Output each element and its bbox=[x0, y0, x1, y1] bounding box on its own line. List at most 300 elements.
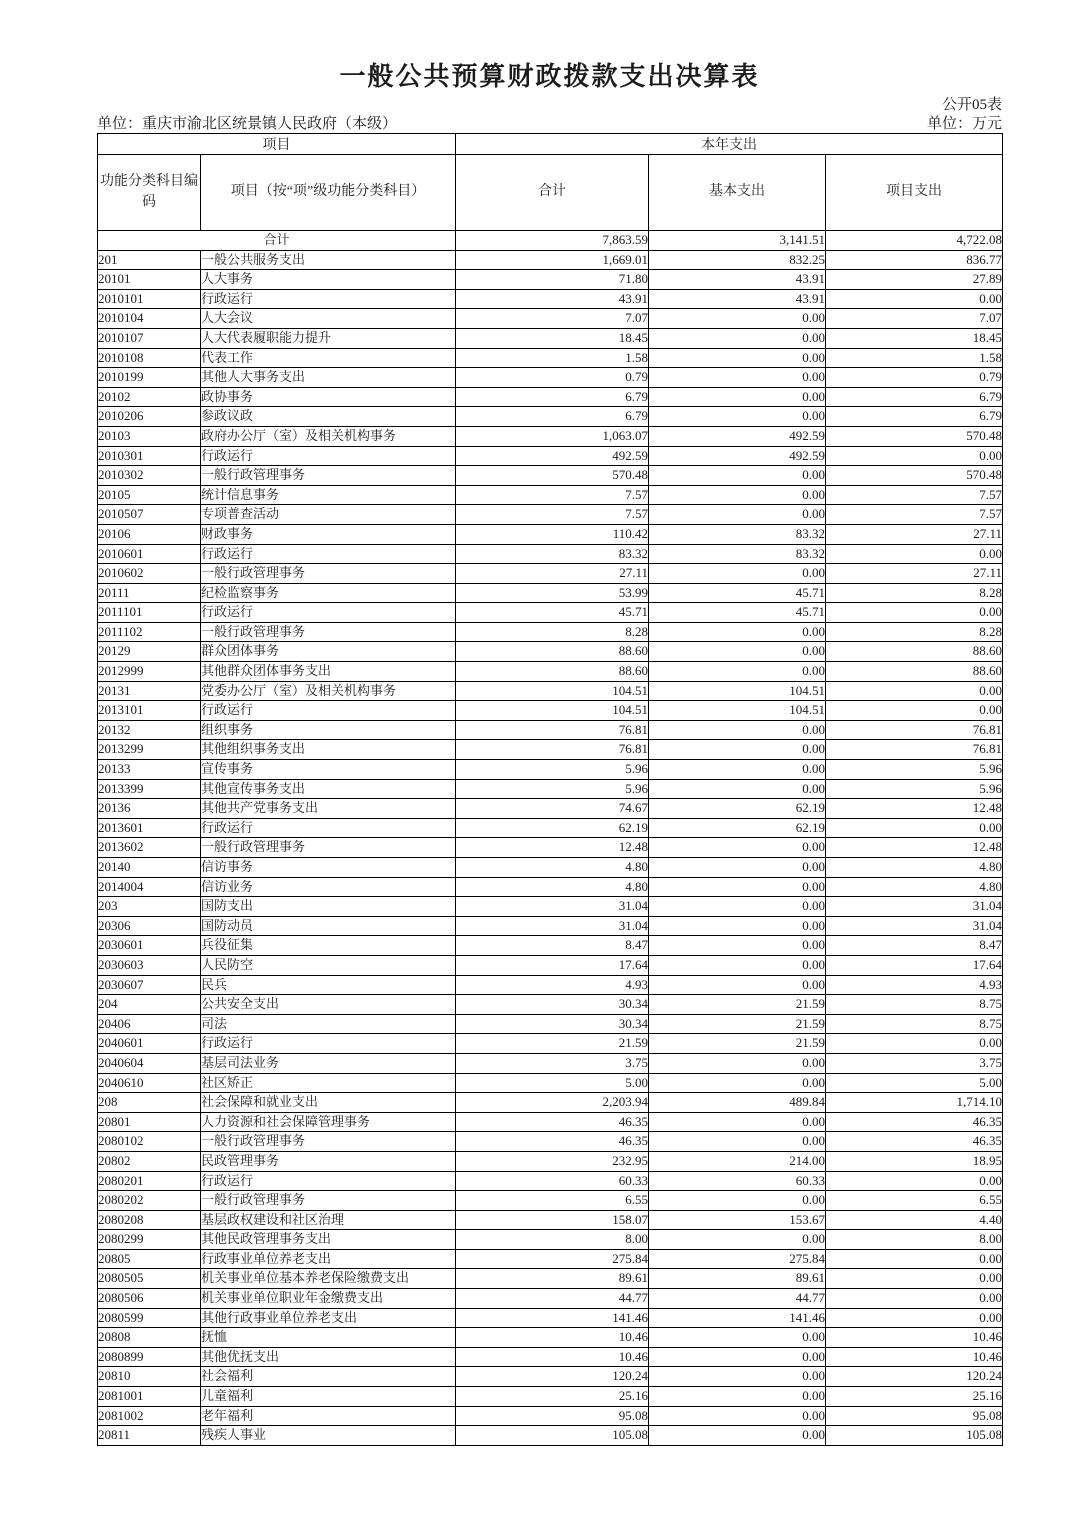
cell-basic: 0.00 bbox=[649, 1191, 826, 1211]
cell-basic: 0.00 bbox=[649, 564, 826, 584]
cell-project: 4.40 bbox=[826, 1210, 1003, 1230]
cell-basic: 0.00 bbox=[649, 1387, 826, 1407]
total-row-label: 合计 bbox=[98, 231, 456, 251]
cell-basic: 43.91 bbox=[649, 270, 826, 290]
cell-project: 10.46 bbox=[826, 1328, 1003, 1348]
cell-code: 20801 bbox=[98, 1112, 201, 1132]
cell-basic: 0.00 bbox=[649, 1132, 826, 1152]
cell-project: 105.08 bbox=[826, 1426, 1003, 1446]
cell-project: 17.64 bbox=[826, 955, 1003, 975]
cell-total: 30.34 bbox=[456, 995, 649, 1015]
cell-code: 20808 bbox=[98, 1328, 201, 1348]
cell-project: 8.75 bbox=[826, 1014, 1003, 1034]
header-columns-row bbox=[98, 155, 1003, 231]
cell-basic: 0.00 bbox=[649, 779, 826, 799]
cell-total: 158.07 bbox=[456, 1210, 649, 1230]
cell-basic: 0.00 bbox=[649, 955, 826, 975]
cell-basic: 0.00 bbox=[649, 975, 826, 995]
cell-item: 纪检监察事务 bbox=[201, 583, 456, 603]
table-row bbox=[98, 838, 1003, 858]
cell-total: 120.24 bbox=[456, 1367, 649, 1387]
cell-basic: 83.32 bbox=[649, 544, 826, 564]
cell-item: 其他民政管理事务支出 bbox=[201, 1230, 456, 1250]
cell-project: 8.28 bbox=[826, 583, 1003, 603]
cell-total: 4.80 bbox=[456, 877, 649, 897]
cell-item: 信访事务 bbox=[201, 858, 456, 878]
table-row bbox=[98, 1132, 1003, 1152]
table-row bbox=[98, 289, 1003, 309]
cell-total: 104.51 bbox=[456, 701, 649, 721]
cell-code: 20103 bbox=[98, 426, 201, 446]
cell-total: 8.00 bbox=[456, 1230, 649, 1250]
cell-item: 其他人大事务支出 bbox=[201, 368, 456, 388]
cell-project: 120.24 bbox=[826, 1367, 1003, 1387]
cell-project: 18.95 bbox=[826, 1151, 1003, 1171]
cell-item: 国防动员 bbox=[201, 916, 456, 936]
table-row bbox=[98, 544, 1003, 564]
cell-total: 7.57 bbox=[456, 485, 649, 505]
cell-item: 代表工作 bbox=[201, 348, 456, 368]
cell-item: 兵役征集 bbox=[201, 936, 456, 956]
cell-project: 95.08 bbox=[826, 1406, 1003, 1426]
cell-code: 2080599 bbox=[98, 1308, 201, 1328]
cell-code: 204 bbox=[98, 995, 201, 1015]
cell-item: 行政运行 bbox=[201, 446, 456, 466]
table-row bbox=[98, 818, 1003, 838]
cell-project: 25.16 bbox=[826, 1387, 1003, 1407]
cell-total: 74.67 bbox=[456, 799, 649, 819]
cell-project: 88.60 bbox=[826, 642, 1003, 662]
table-row bbox=[98, 250, 1003, 270]
table-row bbox=[98, 505, 1003, 525]
cell-basic: 214.00 bbox=[649, 1151, 826, 1171]
cell-item: 其他组织事务支出 bbox=[201, 740, 456, 760]
cell-total: 0.79 bbox=[456, 368, 649, 388]
cell-code: 20811 bbox=[98, 1426, 201, 1446]
cell-basic: 21.59 bbox=[649, 1034, 826, 1054]
cell-project: 31.04 bbox=[826, 916, 1003, 936]
cell-project: 8.00 bbox=[826, 1230, 1003, 1250]
table-body bbox=[98, 231, 1003, 1446]
cell-code: 2030601 bbox=[98, 936, 201, 956]
cell-code: 2012999 bbox=[98, 662, 201, 682]
cell-total: 62.19 bbox=[456, 818, 649, 838]
cell-total: 10.46 bbox=[456, 1328, 649, 1348]
cell-code: 2040610 bbox=[98, 1073, 201, 1093]
cell-total: 30.34 bbox=[456, 1014, 649, 1034]
cell-project: 88.60 bbox=[826, 662, 1003, 682]
cell-basic: 489.84 bbox=[649, 1093, 826, 1113]
cell-total: 492.59 bbox=[456, 446, 649, 466]
table-row bbox=[98, 1230, 1003, 1250]
table-code-label: 公开05表 bbox=[941, 97, 1002, 113]
cell-item: 一般行政管理事务 bbox=[201, 564, 456, 584]
cell-project: 0.00 bbox=[826, 1269, 1003, 1289]
cell-code: 2081002 bbox=[98, 1406, 201, 1426]
cell-project: 6.55 bbox=[826, 1191, 1003, 1211]
cell-basic: 141.46 bbox=[649, 1308, 826, 1328]
cell-code: 20133 bbox=[98, 760, 201, 780]
cell-item: 公共安全支出 bbox=[201, 995, 456, 1015]
cell-project: 0.00 bbox=[826, 603, 1003, 623]
cell-project: 4.93 bbox=[826, 975, 1003, 995]
cell-code: 20111 bbox=[98, 583, 201, 603]
cell-basic: 21.59 bbox=[649, 995, 826, 1015]
cell-total: 46.35 bbox=[456, 1112, 649, 1132]
cell-basic: 0.00 bbox=[649, 662, 826, 682]
cell-item: 民政管理事务 bbox=[201, 1151, 456, 1171]
cell-basic: 60.33 bbox=[649, 1171, 826, 1191]
table-row bbox=[98, 1347, 1003, 1367]
cell-total: 5.96 bbox=[456, 760, 649, 780]
cell-project: 46.35 bbox=[826, 1132, 1003, 1152]
cell-basic: 0.00 bbox=[649, 916, 826, 936]
cell-basic: 0.00 bbox=[649, 858, 826, 878]
cell-item: 行政运行 bbox=[201, 289, 456, 309]
cell-project: 7.57 bbox=[826, 505, 1003, 525]
table-row bbox=[98, 485, 1003, 505]
cell-basic: 104.51 bbox=[649, 681, 826, 701]
cell-item: 组织事务 bbox=[201, 720, 456, 740]
cell-item: 行政运行 bbox=[201, 818, 456, 838]
cell-total: 31.04 bbox=[456, 916, 649, 936]
cell-basic: 0.00 bbox=[649, 838, 826, 858]
table-row bbox=[98, 799, 1003, 819]
cell-basic: 89.61 bbox=[649, 1269, 826, 1289]
cell-project: 76.81 bbox=[826, 740, 1003, 760]
cell-total: 5.96 bbox=[456, 779, 649, 799]
cell-basic: 0.00 bbox=[649, 1367, 826, 1387]
cell-basic: 0.00 bbox=[649, 877, 826, 897]
cell-item: 政协事务 bbox=[201, 387, 456, 407]
cell-basic: 21.59 bbox=[649, 1014, 826, 1034]
cell-code: 2080299 bbox=[98, 1230, 201, 1250]
cell-item: 人大事务 bbox=[201, 270, 456, 290]
header-col-basic: 基本支出 bbox=[649, 155, 826, 231]
cell-total: 8.47 bbox=[456, 936, 649, 956]
cell-project: 0.00 bbox=[826, 818, 1003, 838]
table-row bbox=[98, 740, 1003, 760]
table-row bbox=[98, 1191, 1003, 1211]
table-row bbox=[98, 466, 1003, 486]
cell-project: 570.48 bbox=[826, 466, 1003, 486]
cell-code: 2010108 bbox=[98, 348, 201, 368]
table-row bbox=[98, 1289, 1003, 1309]
cell-code: 2040601 bbox=[98, 1034, 201, 1054]
cell-basic: 0.00 bbox=[649, 1112, 826, 1132]
cell-code: 201 bbox=[98, 250, 201, 270]
cell-code: 2013601 bbox=[98, 818, 201, 838]
cell-total: 95.08 bbox=[456, 1406, 649, 1426]
cell-basic: 62.19 bbox=[649, 799, 826, 819]
table-row bbox=[98, 1093, 1003, 1113]
cell-project: 0.00 bbox=[826, 544, 1003, 564]
cell-code: 2010101 bbox=[98, 289, 201, 309]
table-row bbox=[98, 955, 1003, 975]
cell-basic: 0.00 bbox=[649, 387, 826, 407]
cell-basic: 0.00 bbox=[649, 505, 826, 525]
cell-basic: 0.00 bbox=[649, 1406, 826, 1426]
cell-code: 2013101 bbox=[98, 701, 201, 721]
cell-total: 83.32 bbox=[456, 544, 649, 564]
cell-item: 一般行政管理事务 bbox=[201, 1132, 456, 1152]
cell-code: 2010206 bbox=[98, 407, 201, 427]
cell-item: 人大代表履职能力提升 bbox=[201, 328, 456, 348]
cell-total: 4.80 bbox=[456, 858, 649, 878]
cell-code: 2080201 bbox=[98, 1171, 201, 1191]
cell-total: 2,203.94 bbox=[456, 1093, 649, 1113]
cell-code: 2010104 bbox=[98, 309, 201, 329]
cell-code: 2011102 bbox=[98, 622, 201, 642]
cell-project: 1,714.10 bbox=[826, 1093, 1003, 1113]
cell-basic: 0.00 bbox=[649, 309, 826, 329]
table-row bbox=[98, 1053, 1003, 1073]
cell-item: 人民防空 bbox=[201, 955, 456, 975]
cell-code: 208 bbox=[98, 1093, 201, 1113]
table-row bbox=[98, 1112, 1003, 1132]
cell-code: 2080506 bbox=[98, 1289, 201, 1309]
cell-code: 20136 bbox=[98, 799, 201, 819]
cell-item: 行政事业单位养老支出 bbox=[201, 1249, 456, 1269]
cell-basic: 492.59 bbox=[649, 446, 826, 466]
cell-code: 20102 bbox=[98, 387, 201, 407]
cell-item: 参政议政 bbox=[201, 407, 456, 427]
cell-code: 20101 bbox=[98, 270, 201, 290]
table-row bbox=[98, 1034, 1003, 1054]
table-row bbox=[98, 975, 1003, 995]
cell-basic: 0.00 bbox=[649, 485, 826, 505]
table-row bbox=[98, 897, 1003, 917]
cell-project: 8.28 bbox=[826, 622, 1003, 642]
cell-item: 国防支出 bbox=[201, 897, 456, 917]
cell-item: 社区矫正 bbox=[201, 1073, 456, 1093]
cell-item: 其他优抚支出 bbox=[201, 1347, 456, 1367]
cell-code: 2040604 bbox=[98, 1053, 201, 1073]
total-row-basic: 3,141.51 bbox=[649, 231, 826, 251]
table-row bbox=[98, 1367, 1003, 1387]
cell-code: 2010507 bbox=[98, 505, 201, 525]
cell-project: 7.07 bbox=[826, 309, 1003, 329]
table-row bbox=[98, 995, 1003, 1015]
total-row bbox=[98, 231, 1003, 251]
cell-code: 2010601 bbox=[98, 544, 201, 564]
table-row bbox=[98, 1210, 1003, 1230]
cell-total: 45.71 bbox=[456, 603, 649, 623]
table-row bbox=[98, 1328, 1003, 1348]
table-row bbox=[98, 1308, 1003, 1328]
cell-code: 2030603 bbox=[98, 955, 201, 975]
table-row bbox=[98, 642, 1003, 662]
cell-item: 基层政权建设和社区治理 bbox=[201, 1210, 456, 1230]
cell-project: 0.00 bbox=[826, 1171, 1003, 1191]
table-row bbox=[98, 1426, 1003, 1446]
cell-code: 2010107 bbox=[98, 328, 201, 348]
cell-code: 20140 bbox=[98, 858, 201, 878]
table-row bbox=[98, 1269, 1003, 1289]
table-row bbox=[98, 720, 1003, 740]
cell-total: 8.28 bbox=[456, 622, 649, 642]
table-row bbox=[98, 936, 1003, 956]
cell-project: 0.00 bbox=[826, 1249, 1003, 1269]
header-col-code: 功能分类科目编码 bbox=[98, 155, 201, 231]
cell-basic: 104.51 bbox=[649, 701, 826, 721]
cell-code: 2080208 bbox=[98, 1210, 201, 1230]
header-col-item: 项目（按“项”级功能分类科目） bbox=[201, 155, 456, 231]
cell-project: 570.48 bbox=[826, 426, 1003, 446]
cell-total: 1.58 bbox=[456, 348, 649, 368]
table-row bbox=[98, 603, 1003, 623]
cell-basic: 0.00 bbox=[649, 348, 826, 368]
cell-item: 一般行政管理事务 bbox=[201, 838, 456, 858]
cell-project: 5.96 bbox=[826, 760, 1003, 780]
cell-item: 其他群众团体事务支出 bbox=[201, 662, 456, 682]
table-row bbox=[98, 877, 1003, 897]
cell-item: 社会保障和就业支出 bbox=[201, 1093, 456, 1113]
cell-total: 570.48 bbox=[456, 466, 649, 486]
cell-basic: 43.91 bbox=[649, 289, 826, 309]
cell-total: 3.75 bbox=[456, 1053, 649, 1073]
cell-basic: 275.84 bbox=[649, 1249, 826, 1269]
cell-project: 0.00 bbox=[826, 1308, 1003, 1328]
cell-code: 20132 bbox=[98, 720, 201, 740]
cell-basic: 45.71 bbox=[649, 583, 826, 603]
cell-total: 12.48 bbox=[456, 838, 649, 858]
cell-project: 6.79 bbox=[826, 387, 1003, 407]
cell-basic: 0.00 bbox=[649, 897, 826, 917]
table-row bbox=[98, 1014, 1003, 1034]
cell-code: 2010301 bbox=[98, 446, 201, 466]
cell-code: 2010199 bbox=[98, 368, 201, 388]
cell-project: 7.57 bbox=[826, 485, 1003, 505]
cell-total: 43.91 bbox=[456, 289, 649, 309]
cell-item: 机关事业单位基本养老保险缴费支出 bbox=[201, 1269, 456, 1289]
cell-project: 12.48 bbox=[826, 838, 1003, 858]
cell-total: 18.45 bbox=[456, 328, 649, 348]
table-row bbox=[98, 1171, 1003, 1191]
cell-total: 1,669.01 bbox=[456, 250, 649, 270]
cell-code: 20805 bbox=[98, 1249, 201, 1269]
cell-project: 8.75 bbox=[826, 995, 1003, 1015]
cell-basic: 44.77 bbox=[649, 1289, 826, 1309]
cell-basic: 83.32 bbox=[649, 524, 826, 544]
cell-item: 社会福利 bbox=[201, 1367, 456, 1387]
cell-item: 儿童福利 bbox=[201, 1387, 456, 1407]
table-row bbox=[98, 681, 1003, 701]
cell-total: 88.60 bbox=[456, 642, 649, 662]
table-row bbox=[98, 348, 1003, 368]
table-row bbox=[98, 583, 1003, 603]
header-col-project: 项目支出 bbox=[826, 155, 1003, 231]
cell-item: 统计信息事务 bbox=[201, 485, 456, 505]
table-row bbox=[98, 701, 1003, 721]
total-row-project: 4,722.08 bbox=[826, 231, 1003, 251]
cell-item: 信访业务 bbox=[201, 877, 456, 897]
cell-item: 司法 bbox=[201, 1014, 456, 1034]
table-row bbox=[98, 916, 1003, 936]
table-row bbox=[98, 270, 1003, 290]
cell-total: 17.64 bbox=[456, 955, 649, 975]
cell-item: 机关事业单位职业年金缴费支出 bbox=[201, 1289, 456, 1309]
cell-item: 一般行政管理事务 bbox=[201, 622, 456, 642]
cell-total: 88.60 bbox=[456, 662, 649, 682]
cell-total: 44.77 bbox=[456, 1289, 649, 1309]
cell-item: 党委办公厅（室）及相关机构事务 bbox=[201, 681, 456, 701]
cell-total: 7.57 bbox=[456, 505, 649, 525]
cell-project: 3.75 bbox=[826, 1053, 1003, 1073]
cell-basic: 0.00 bbox=[649, 1073, 826, 1093]
cell-total: 141.46 bbox=[456, 1308, 649, 1328]
cell-basic: 0.00 bbox=[649, 642, 826, 662]
unit-left-label: 单位：重庆市渝北区统景镇人民政府（本级） bbox=[97, 116, 398, 132]
cell-code: 2080202 bbox=[98, 1191, 201, 1211]
cell-total: 104.51 bbox=[456, 681, 649, 701]
cell-code: 20810 bbox=[98, 1367, 201, 1387]
cell-basic: 832.25 bbox=[649, 250, 826, 270]
total-row-total: 7,863.59 bbox=[456, 231, 649, 251]
cell-code: 20406 bbox=[98, 1014, 201, 1034]
cell-total: 89.61 bbox=[456, 1269, 649, 1289]
unit-line bbox=[97, 111, 1002, 133]
table-row bbox=[98, 564, 1003, 584]
cell-item: 行政运行 bbox=[201, 1171, 456, 1191]
cell-code: 2010302 bbox=[98, 466, 201, 486]
cell-code: 203 bbox=[98, 897, 201, 917]
cell-item: 行政运行 bbox=[201, 1034, 456, 1054]
cell-basic: 0.00 bbox=[649, 936, 826, 956]
table-row bbox=[98, 779, 1003, 799]
cell-basic: 492.59 bbox=[649, 426, 826, 446]
cell-code: 2080102 bbox=[98, 1132, 201, 1152]
cell-basic: 0.00 bbox=[649, 1053, 826, 1073]
table-row bbox=[98, 328, 1003, 348]
table-row bbox=[98, 1151, 1003, 1171]
expenditure-table bbox=[97, 133, 1003, 1446]
page-title: 一般公共预算财政拨款支出决算表 bbox=[339, 62, 760, 91]
header-col-total: 合计 bbox=[456, 155, 649, 231]
cell-item: 一般行政管理事务 bbox=[201, 466, 456, 486]
cell-project: 4.80 bbox=[826, 877, 1003, 897]
cell-total: 7.07 bbox=[456, 309, 649, 329]
cell-code: 2080899 bbox=[98, 1347, 201, 1367]
cell-code: 2013299 bbox=[98, 740, 201, 760]
table-header bbox=[98, 134, 1003, 231]
cell-item: 行政运行 bbox=[201, 603, 456, 623]
cell-total: 76.81 bbox=[456, 740, 649, 760]
cell-total: 53.99 bbox=[456, 583, 649, 603]
cell-project: 10.46 bbox=[826, 1347, 1003, 1367]
table-row bbox=[98, 446, 1003, 466]
cell-project: 46.35 bbox=[826, 1112, 1003, 1132]
cell-code: 2030607 bbox=[98, 975, 201, 995]
cell-item: 抚恤 bbox=[201, 1328, 456, 1348]
cell-code: 20105 bbox=[98, 485, 201, 505]
table-row bbox=[98, 387, 1003, 407]
header-group-year: 本年支出 bbox=[456, 134, 1003, 155]
cell-item: 基层司法业务 bbox=[201, 1053, 456, 1073]
cell-total: 1,063.07 bbox=[456, 426, 649, 446]
cell-item: 一般公共服务支出 bbox=[201, 250, 456, 270]
cell-basic: 0.00 bbox=[649, 328, 826, 348]
cell-project: 76.81 bbox=[826, 720, 1003, 740]
cell-total: 21.59 bbox=[456, 1034, 649, 1054]
cell-project: 4.80 bbox=[826, 858, 1003, 878]
cell-project: 836.77 bbox=[826, 250, 1003, 270]
cell-basic: 0.00 bbox=[649, 1328, 826, 1348]
cell-item: 其他共产党事务支出 bbox=[201, 799, 456, 819]
cell-project: 5.96 bbox=[826, 779, 1003, 799]
cell-project: 6.79 bbox=[826, 407, 1003, 427]
header-group-row bbox=[98, 134, 1003, 155]
